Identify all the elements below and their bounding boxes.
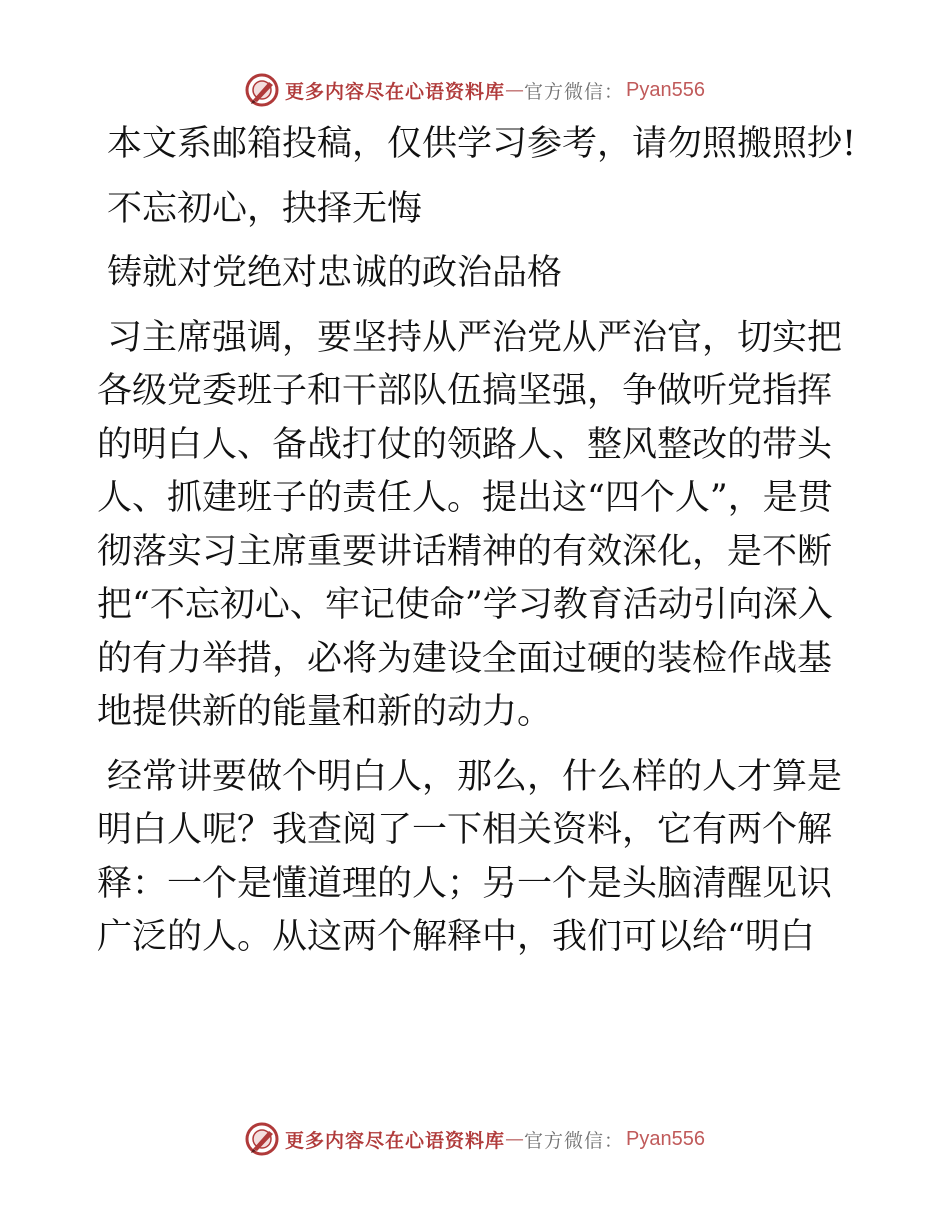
- site-name: 更多内容尽在心语资料库: [285, 80, 506, 103]
- site-name: 更多内容尽在心语资料库: [285, 1129, 506, 1152]
- wechat-label: 官方微信：: [524, 1129, 625, 1152]
- pen-logo-icon: [245, 1122, 279, 1156]
- footer-banner: [0, 1119, 950, 1159]
- separator-dash: —: [505, 1128, 525, 1150]
- wechat-id: Pyan556: [626, 1127, 705, 1150]
- wechat-label: 官方微信：: [524, 80, 625, 103]
- header-banner: [0, 70, 950, 110]
- wechat-id: Pyan556: [626, 78, 705, 101]
- separator-dash: —: [505, 79, 525, 101]
- paragraph-body: 习主席强调，要坚持从严治党从严治官，切实把各级党委班子和干部队伍搞坚强，争做听党指挥的明白人、备战打仗的领路人、整风整改的带头人、抓建班子的责任人。提出这“四个人”，是贯彻落实习主席重要讲话精神的有效深化，是不断把“不忘初心、牢记使命”学习教育活动引向深入的有力举措，必将为建设全面过硬的装检作战基地提供新的能量和新的动力。: [97, 317, 843, 732]
- paragraph-title: 不忘初心，抉择无悔: [107, 188, 423, 229]
- paragraph-body: 经常讲要做个明白人，那么，什么样的人才算是明白人呢？我查阅了一下相关资料，它有两个解释：一个是懂道理的人；另一个是头脑清醒见识广泛的人。从这两个解释中，我们可以给“明白: [97, 756, 843, 957]
- paragraph-notice: 本文系邮箱投稿，仅供学习参考，请勿照搬照抄!: [107, 124, 857, 164]
- document-body: [97, 118, 857, 976]
- paragraph-subtitle: 铸就对党绝对忠诚的政治品格: [107, 253, 563, 293]
- pen-logo-icon: [245, 73, 279, 107]
